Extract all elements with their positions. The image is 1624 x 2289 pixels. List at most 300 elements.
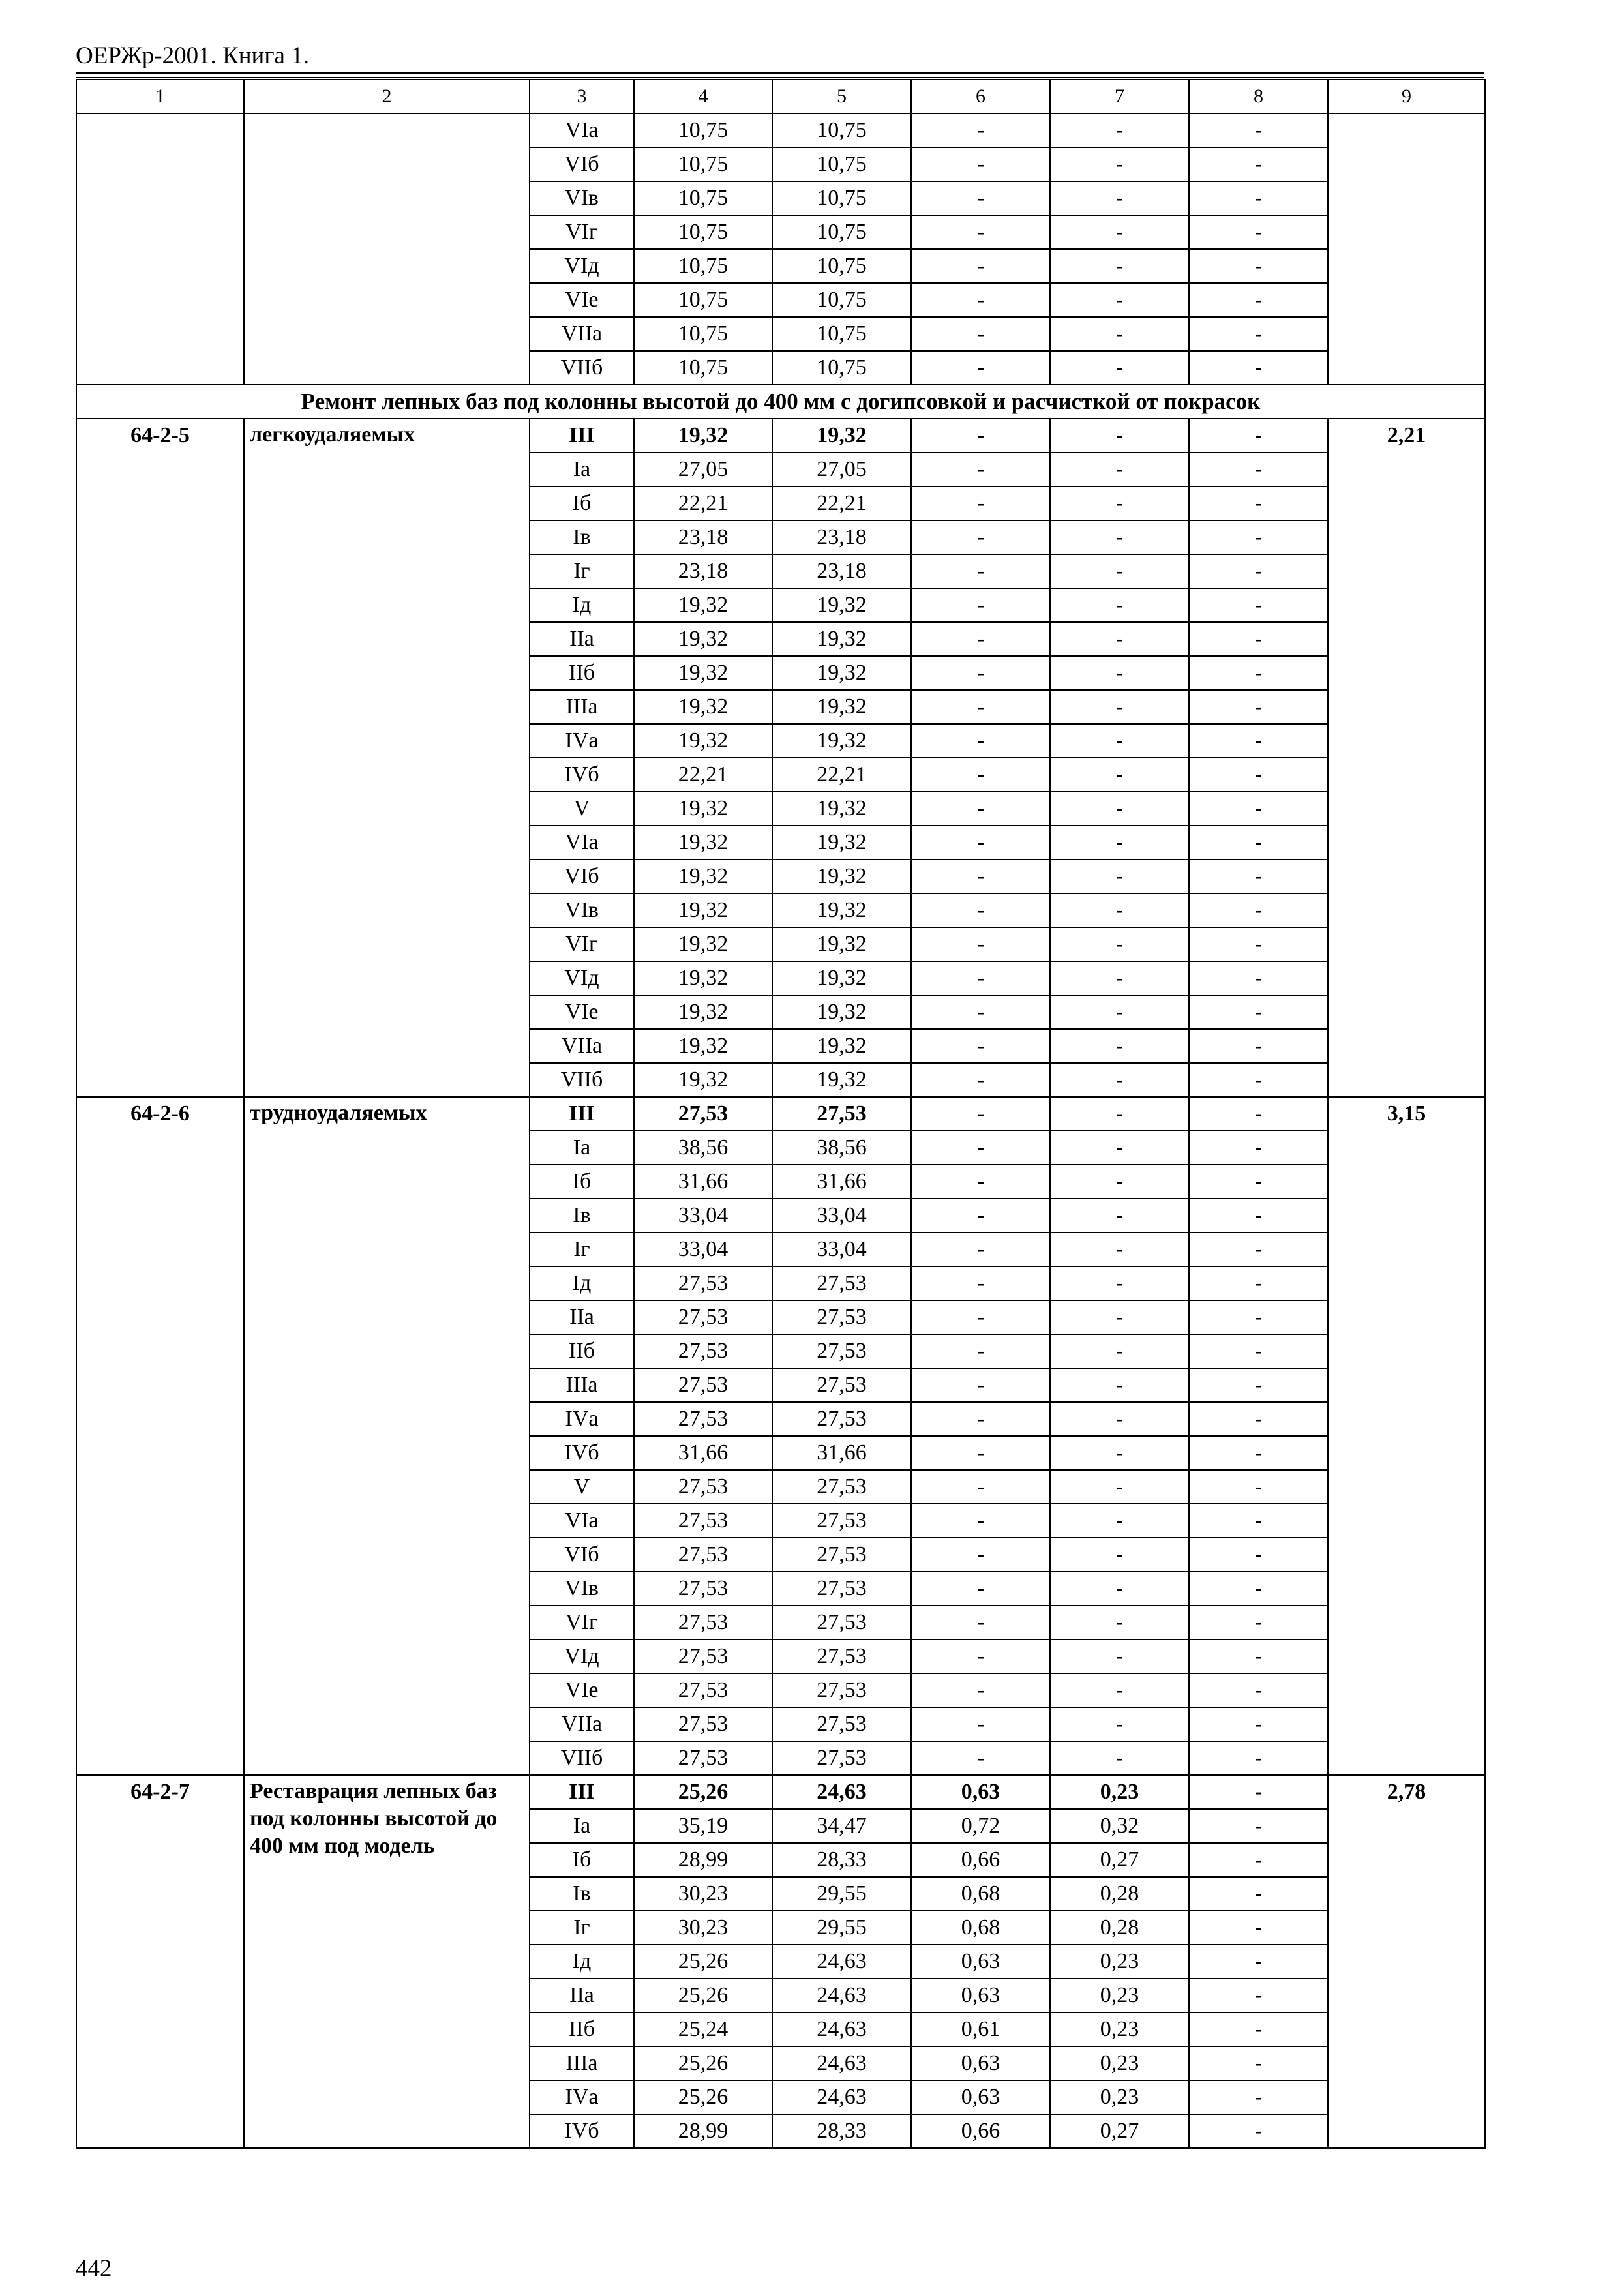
- materials-cell: -: [1189, 2080, 1328, 2114]
- machinist-wages-cell: -: [1050, 860, 1189, 893]
- materials-cell: -: [1189, 1402, 1328, 1436]
- machine-cost-cell: -: [911, 249, 1050, 283]
- materials-cell: -: [1189, 1606, 1328, 1639]
- machine-cost-cell: 0,66: [911, 1843, 1050, 1877]
- labor-cost: 2,78: [1328, 1775, 1485, 2148]
- total-cost-cell: 19,32: [634, 1063, 772, 1097]
- machinist-wages-cell: -: [1050, 724, 1189, 758]
- machine-cost-cell: -: [911, 1063, 1050, 1097]
- machinist-wages-cell: -: [1050, 1233, 1189, 1266]
- machine-cost-cell: -: [911, 1707, 1050, 1741]
- machine-cost-cell: -: [911, 893, 1050, 927]
- wages-cell: 28,33: [772, 1843, 911, 1877]
- materials-cell: -: [1189, 1809, 1328, 1843]
- machinist-wages-cell: 0,28: [1050, 1911, 1189, 1945]
- materials-cell: -: [1189, 419, 1328, 453]
- zone-cell: Iа: [530, 1131, 634, 1165]
- machine-cost-cell: -: [911, 656, 1050, 690]
- table-row: [76, 1097, 1485, 1131]
- total-cost-cell: 38,56: [634, 1131, 772, 1165]
- materials-cell: -: [1189, 1131, 1328, 1165]
- header-rule: [76, 72, 1484, 74]
- machine-cost-cell: -: [911, 1673, 1050, 1707]
- materials-cell: -: [1189, 1572, 1328, 1606]
- machinist-wages-cell: -: [1050, 113, 1189, 147]
- zone-cell: VIе: [530, 1673, 634, 1707]
- zone-cell: IIа: [530, 1300, 634, 1334]
- zone-cell: VIIа: [530, 1029, 634, 1063]
- total-cost-cell: 10,75: [634, 113, 772, 147]
- machine-cost-cell: -: [911, 622, 1050, 656]
- machinist-wages-cell: -: [1050, 758, 1189, 792]
- materials-cell: -: [1189, 1334, 1328, 1368]
- machine-cost-cell: 0,63: [911, 2080, 1050, 2114]
- machine-cost-cell: -: [911, 1368, 1050, 1402]
- norm-name: трудноудаляемых: [244, 1097, 530, 1775]
- zone-cell: VIб: [530, 1538, 634, 1572]
- total-cost-cell: 25,26: [634, 2046, 772, 2080]
- zone-cell: IIа: [530, 1979, 634, 2012]
- wages-cell: 33,04: [772, 1233, 911, 1266]
- wages-cell: 19,32: [772, 656, 911, 690]
- machinist-wages-cell: -: [1050, 1029, 1189, 1063]
- total-cost-cell: 27,53: [634, 1741, 772, 1775]
- machine-cost-cell: -: [911, 1538, 1050, 1572]
- materials-cell: -: [1189, 690, 1328, 724]
- wages-cell: 24,63: [772, 2080, 911, 2114]
- wages-cell: 24,63: [772, 1979, 911, 2012]
- code-cell: [76, 113, 244, 385]
- total-cost-cell: 19,32: [634, 826, 772, 860]
- machine-cost-cell: -: [911, 181, 1050, 215]
- machinist-wages-cell: -: [1050, 1402, 1189, 1436]
- wages-cell: 29,55: [772, 1877, 911, 1911]
- materials-cell: -: [1189, 1504, 1328, 1538]
- total-cost-cell: 27,05: [634, 453, 772, 486]
- materials-cell: -: [1189, 520, 1328, 554]
- machinist-wages-cell: -: [1050, 283, 1189, 317]
- machinist-wages-cell: -: [1050, 147, 1189, 181]
- machinist-wages-cell: -: [1050, 1266, 1189, 1300]
- section-title: Ремонт лепных баз под колонны высотой до 400 мм с догипсовкой и расчисткой от покрасок: [76, 385, 1485, 419]
- materials-cell: -: [1189, 554, 1328, 588]
- total-cost-cell: 27,53: [634, 1673, 772, 1707]
- machinist-wages-cell: -: [1050, 181, 1189, 215]
- materials-cell: -: [1189, 1097, 1328, 1131]
- total-cost-cell: 31,66: [634, 1165, 772, 1199]
- machine-cost-cell: -: [911, 1165, 1050, 1199]
- total-cost-cell: 27,53: [634, 1707, 772, 1741]
- materials-cell: -: [1189, 1233, 1328, 1266]
- wages-cell: 10,75: [772, 113, 911, 147]
- machine-cost-cell: -: [911, 961, 1050, 995]
- zone-cell: VIа: [530, 113, 634, 147]
- zone-cell: Iв: [530, 1877, 634, 1911]
- total-cost-cell: 19,32: [634, 792, 772, 826]
- wages-cell: 27,53: [772, 1402, 911, 1436]
- zone-cell: Iг: [530, 1233, 634, 1266]
- total-cost-cell: 19,32: [634, 724, 772, 758]
- materials-cell: -: [1189, 249, 1328, 283]
- total-cost-cell: 10,75: [634, 249, 772, 283]
- machine-cost-cell: -: [911, 927, 1050, 961]
- machine-cost-cell: 0,63: [911, 1775, 1050, 1809]
- machine-cost-cell: -: [911, 1300, 1050, 1334]
- machinist-wages-cell: -: [1050, 520, 1189, 554]
- total-cost-cell: 19,32: [634, 1029, 772, 1063]
- materials-cell: -: [1189, 147, 1328, 181]
- zone-cell: VIг: [530, 215, 634, 249]
- header-rule-thin: [76, 77, 1484, 78]
- zone-cell: VIд: [530, 249, 634, 283]
- machine-cost-cell: 0,68: [911, 1877, 1050, 1911]
- machinist-wages-cell: -: [1050, 486, 1189, 520]
- wages-cell: 29,55: [772, 1911, 911, 1945]
- machinist-wages-cell: -: [1050, 1131, 1189, 1165]
- machine-cost-cell: 0,63: [911, 1979, 1050, 2012]
- wages-cell: 19,32: [772, 419, 911, 453]
- materials-cell: -: [1189, 588, 1328, 622]
- materials-cell: -: [1189, 1673, 1328, 1707]
- zone-cell: IVа: [530, 2080, 634, 2114]
- materials-cell: -: [1189, 2012, 1328, 2046]
- total-cost-cell: 27,53: [634, 1402, 772, 1436]
- total-cost-cell: 10,75: [634, 351, 772, 385]
- machine-cost-cell: -: [911, 520, 1050, 554]
- machine-cost-cell: -: [911, 690, 1050, 724]
- materials-cell: -: [1189, 622, 1328, 656]
- materials-cell: -: [1189, 453, 1328, 486]
- machine-cost-cell: -: [911, 351, 1050, 385]
- machine-cost-cell: -: [911, 792, 1050, 826]
- machinist-wages-cell: 0,28: [1050, 1877, 1189, 1911]
- materials-cell: -: [1189, 995, 1328, 1029]
- total-cost-cell: 33,04: [634, 1233, 772, 1266]
- materials-cell: -: [1189, 860, 1328, 893]
- machinist-wages-cell: -: [1050, 893, 1189, 927]
- table-row: [76, 419, 1485, 453]
- total-cost-cell: 10,75: [634, 317, 772, 351]
- total-cost-cell: 30,23: [634, 1877, 772, 1911]
- zone-cell: VIг: [530, 927, 634, 961]
- zone-cell: IVб: [530, 2114, 634, 2148]
- materials-cell: -: [1189, 1639, 1328, 1673]
- materials-cell: -: [1189, 1775, 1328, 1809]
- machinist-wages-cell: -: [1050, 792, 1189, 826]
- zone-cell: Iв: [530, 520, 634, 554]
- zone-cell: VIIб: [530, 1063, 634, 1097]
- materials-cell: -: [1189, 1029, 1328, 1063]
- total-cost-cell: 19,32: [634, 893, 772, 927]
- machine-cost-cell: -: [911, 860, 1050, 893]
- zone-cell: Iг: [530, 554, 634, 588]
- document-title: ОЕРЖр-2001. Книга 1.: [76, 42, 309, 69]
- materials-cell: -: [1189, 215, 1328, 249]
- zone-cell: IVб: [530, 1436, 634, 1470]
- machine-cost-cell: -: [911, 1639, 1050, 1673]
- zone-cell: IIIа: [530, 2046, 634, 2080]
- machinist-wages-cell: -: [1050, 1673, 1189, 1707]
- materials-cell: -: [1189, 1538, 1328, 1572]
- wages-cell: 27,53: [772, 1097, 911, 1131]
- column-number: 2: [244, 80, 530, 113]
- total-cost-cell: 28,99: [634, 1843, 772, 1877]
- machine-cost-cell: -: [911, 1436, 1050, 1470]
- wages-cell: 34,47: [772, 1809, 911, 1843]
- machinist-wages-cell: -: [1050, 1606, 1189, 1639]
- column-number-row: [76, 80, 1485, 113]
- materials-cell: -: [1189, 1979, 1328, 2012]
- wages-cell: 27,53: [772, 1639, 911, 1673]
- machinist-wages-cell: -: [1050, 351, 1189, 385]
- machinist-wages-cell: -: [1050, 1707, 1189, 1741]
- total-cost-cell: 25,26: [634, 1945, 772, 1979]
- wages-cell: 27,53: [772, 1606, 911, 1639]
- machine-cost-cell: -: [911, 1470, 1050, 1504]
- machine-cost-cell: -: [911, 1199, 1050, 1233]
- zone-cell: VIг: [530, 1606, 634, 1639]
- zone-cell: IVб: [530, 758, 634, 792]
- column-number: 5: [772, 80, 911, 113]
- zone-cell: IIб: [530, 2012, 634, 2046]
- machinist-wages-cell: -: [1050, 1436, 1189, 1470]
- wages-cell: 27,53: [772, 1673, 911, 1707]
- zone-cell: VIв: [530, 1572, 634, 1606]
- materials-cell: -: [1189, 1199, 1328, 1233]
- machinist-wages-cell: -: [1050, 588, 1189, 622]
- total-cost-cell: 19,32: [634, 927, 772, 961]
- total-cost-cell: 23,18: [634, 520, 772, 554]
- machinist-wages-cell: 0,23: [1050, 2080, 1189, 2114]
- column-number: 8: [1189, 80, 1328, 113]
- machine-cost-cell: -: [911, 1233, 1050, 1266]
- materials-cell: -: [1189, 893, 1328, 927]
- wages-cell: 10,75: [772, 249, 911, 283]
- total-cost-cell: 25,24: [634, 2012, 772, 2046]
- wages-cell: 10,75: [772, 215, 911, 249]
- zone-cell: VIб: [530, 147, 634, 181]
- name-cell: [244, 113, 530, 385]
- machinist-wages-cell: -: [1050, 690, 1189, 724]
- zone-cell: Iб: [530, 1165, 634, 1199]
- wages-cell: 27,05: [772, 453, 911, 486]
- wages-cell: 19,32: [772, 1063, 911, 1097]
- machinist-wages-cell: 0,23: [1050, 2046, 1189, 2080]
- zone-cell: Iд: [530, 1266, 634, 1300]
- labor-cost: 3,15: [1328, 1097, 1485, 1775]
- zone-cell: IIIа: [530, 690, 634, 724]
- zone-cell: Iв: [530, 1199, 634, 1233]
- materials-cell: -: [1189, 2114, 1328, 2148]
- wages-cell: 19,32: [772, 588, 911, 622]
- machine-cost-cell: -: [911, 283, 1050, 317]
- machine-cost-cell: -: [911, 554, 1050, 588]
- machinist-wages-cell: -: [1050, 826, 1189, 860]
- machine-cost-cell: -: [911, 317, 1050, 351]
- norm-name: Реставрация лепных баз под колонны высотой до 400 мм под модель: [244, 1775, 530, 2148]
- machine-cost-cell: -: [911, 1572, 1050, 1606]
- materials-cell: -: [1189, 486, 1328, 520]
- materials-cell: -: [1189, 1063, 1328, 1097]
- machine-cost-cell: -: [911, 147, 1050, 181]
- page-number: 442: [76, 2255, 112, 2282]
- zone-cell: Iа: [530, 453, 634, 486]
- machinist-wages-cell: -: [1050, 656, 1189, 690]
- machinist-wages-cell: -: [1050, 1334, 1189, 1368]
- total-cost-cell: 27,53: [634, 1504, 772, 1538]
- materials-cell: -: [1189, 181, 1328, 215]
- zone-cell: VIб: [530, 860, 634, 893]
- machine-cost-cell: -: [911, 995, 1050, 1029]
- labor-cost: 2,21: [1328, 419, 1485, 1097]
- total-cost-cell: 19,32: [634, 690, 772, 724]
- zone-cell: IIа: [530, 622, 634, 656]
- machinist-wages-cell: -: [1050, 215, 1189, 249]
- machine-cost-cell: -: [911, 1741, 1050, 1775]
- materials-cell: -: [1189, 1707, 1328, 1741]
- total-cost-cell: 23,18: [634, 554, 772, 588]
- wages-cell: 24,63: [772, 2046, 911, 2080]
- machine-cost-cell: -: [911, 724, 1050, 758]
- machinist-wages-cell: 0,23: [1050, 2012, 1189, 2046]
- zone-cell: V: [530, 1470, 634, 1504]
- machine-cost-cell: -: [911, 1266, 1050, 1300]
- machine-cost-cell: -: [911, 453, 1050, 486]
- materials-cell: -: [1189, 1741, 1328, 1775]
- materials-cell: -: [1189, 1877, 1328, 1911]
- wages-cell: 27,53: [772, 1572, 911, 1606]
- machinist-wages-cell: 0,23: [1050, 1979, 1189, 2012]
- total-cost-cell: 30,23: [634, 1911, 772, 1945]
- materials-cell: -: [1189, 1368, 1328, 1402]
- machinist-wages-cell: -: [1050, 927, 1189, 961]
- materials-cell: -: [1189, 792, 1328, 826]
- column-number: 1: [76, 80, 244, 113]
- total-cost-cell: 27,53: [634, 1266, 772, 1300]
- wages-cell: 23,18: [772, 554, 911, 588]
- total-cost-cell: 22,21: [634, 486, 772, 520]
- wages-cell: 10,75: [772, 283, 911, 317]
- machinist-wages-cell: -: [1050, 1368, 1189, 1402]
- wages-cell: 10,75: [772, 317, 911, 351]
- materials-cell: -: [1189, 317, 1328, 351]
- zone-cell: III: [530, 1775, 634, 1809]
- total-cost-cell: 19,32: [634, 419, 772, 453]
- wages-cell: 22,21: [772, 486, 911, 520]
- materials-cell: -: [1189, 113, 1328, 147]
- column-number: 4: [634, 80, 772, 113]
- total-cost-cell: 10,75: [634, 181, 772, 215]
- zone-cell: III: [530, 419, 634, 453]
- wages-cell: 27,53: [772, 1266, 911, 1300]
- wages-cell: 19,32: [772, 860, 911, 893]
- total-cost-cell: 31,66: [634, 1436, 772, 1470]
- machine-cost-cell: -: [911, 758, 1050, 792]
- wages-cell: 19,32: [772, 622, 911, 656]
- machinist-wages-cell: -: [1050, 1097, 1189, 1131]
- machinist-wages-cell: -: [1050, 995, 1189, 1029]
- machinist-wages-cell: -: [1050, 1199, 1189, 1233]
- wages-cell: 19,32: [772, 724, 911, 758]
- norm-name: легкоудаляемых: [244, 419, 530, 1097]
- total-cost-cell: 19,32: [634, 656, 772, 690]
- zone-cell: VIд: [530, 1639, 634, 1673]
- total-cost-cell: 19,32: [634, 622, 772, 656]
- materials-cell: -: [1189, 1165, 1328, 1199]
- zone-cell: V: [530, 792, 634, 826]
- total-cost-cell: 27,53: [634, 1606, 772, 1639]
- machinist-wages-cell: -: [1050, 1470, 1189, 1504]
- wages-cell: 24,63: [772, 1775, 911, 1809]
- machine-cost-cell: 0,61: [911, 2012, 1050, 2046]
- total-cost-cell: 27,53: [634, 1639, 772, 1673]
- total-cost-cell: 33,04: [634, 1199, 772, 1233]
- machine-cost-cell: -: [911, 113, 1050, 147]
- zone-cell: VIIа: [530, 1707, 634, 1741]
- wages-cell: 10,75: [772, 351, 911, 385]
- materials-cell: -: [1189, 1436, 1328, 1470]
- machinist-wages-cell: -: [1050, 554, 1189, 588]
- total-cost-cell: 10,75: [634, 283, 772, 317]
- zone-cell: Iд: [530, 588, 634, 622]
- wages-cell: 27,53: [772, 1470, 911, 1504]
- machinist-wages-cell: -: [1050, 1165, 1189, 1199]
- wages-cell: 33,04: [772, 1199, 911, 1233]
- zone-cell: Iа: [530, 1809, 634, 1843]
- zone-cell: VIе: [530, 283, 634, 317]
- machine-cost-cell: -: [911, 419, 1050, 453]
- wages-cell: 27,53: [772, 1368, 911, 1402]
- wages-cell: 19,32: [772, 961, 911, 995]
- machinist-wages-cell: -: [1050, 1572, 1189, 1606]
- machinist-wages-cell: 0,27: [1050, 1843, 1189, 1877]
- column-number: 9: [1328, 80, 1485, 113]
- machinist-wages-cell: -: [1050, 1063, 1189, 1097]
- wages-cell: 38,56: [772, 1131, 911, 1165]
- machine-cost-cell: -: [911, 1606, 1050, 1639]
- wages-cell: 19,32: [772, 1029, 911, 1063]
- total-cost-cell: 27,53: [634, 1097, 772, 1131]
- wages-cell: 24,63: [772, 2012, 911, 2046]
- materials-cell: -: [1189, 351, 1328, 385]
- wages-cell: 31,66: [772, 1436, 911, 1470]
- wages-cell: 19,32: [772, 690, 911, 724]
- machine-cost-cell: 0,66: [911, 2114, 1050, 2148]
- machinist-wages-cell: 0,23: [1050, 1775, 1189, 1809]
- wages-cell: 19,32: [772, 893, 911, 927]
- total-cost-cell: 10,75: [634, 147, 772, 181]
- zone-cell: VIIб: [530, 1741, 634, 1775]
- total-cost-cell: 10,75: [634, 215, 772, 249]
- norm-code: 64-2-5: [76, 419, 244, 1097]
- total-cost-cell: 27,53: [634, 1334, 772, 1368]
- total-cost-cell: 25,26: [634, 2080, 772, 2114]
- machinist-wages-cell: -: [1050, 961, 1189, 995]
- machinist-wages-cell: -: [1050, 1741, 1189, 1775]
- machine-cost-cell: 0,63: [911, 1945, 1050, 1979]
- wages-cell: 31,66: [772, 1165, 911, 1199]
- zone-cell: VIIа: [530, 317, 634, 351]
- wages-cell: 19,32: [772, 995, 911, 1029]
- materials-cell: -: [1189, 283, 1328, 317]
- zone-cell: VIIб: [530, 351, 634, 385]
- machinist-wages-cell: -: [1050, 317, 1189, 351]
- materials-cell: -: [1189, 1470, 1328, 1504]
- table-body: [76, 80, 1485, 2148]
- materials-cell: -: [1189, 758, 1328, 792]
- materials-cell: -: [1189, 1911, 1328, 1945]
- zone-cell: IVа: [530, 724, 634, 758]
